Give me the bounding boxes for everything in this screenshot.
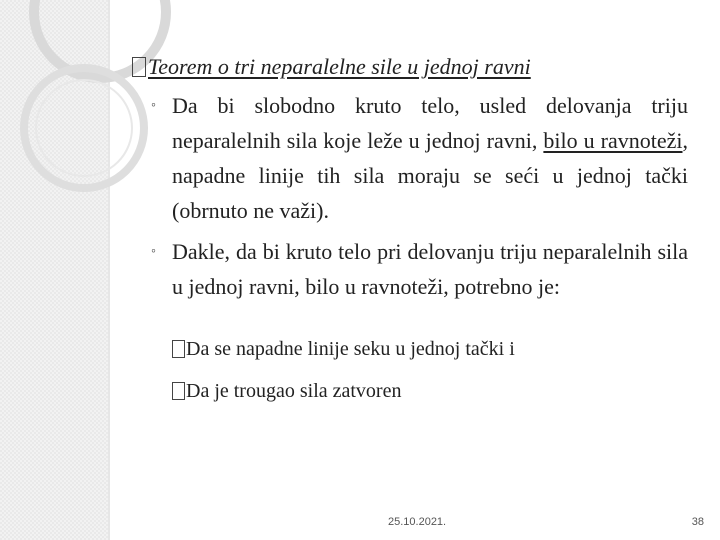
footer-date: 25.10.2021. <box>388 516 447 528</box>
missing-glyph-icon <box>172 382 185 400</box>
sub-item-1 <box>172 334 672 364</box>
slide-title-text: Teorem o tri neparalelne sile u jednoj ravni <box>148 54 531 79</box>
sub-bullet-list <box>172 334 672 418</box>
bullet-item-1 <box>148 88 688 228</box>
slide-title <box>132 50 680 84</box>
page-number: 38 <box>691 516 704 528</box>
sub-item-2 <box>172 376 672 406</box>
bullet-1-text-end: , napadne linije tih sila moraju se seći u jednoj tački (obrnuto ne važi). <box>172 128 688 223</box>
bullet-1-underlined-text: bilo u ravnoteži <box>543 128 683 153</box>
missing-glyph-icon <box>172 340 185 358</box>
decorative-circle-inner <box>36 80 132 176</box>
decorative-circle-middle <box>24 68 144 188</box>
bullet-2-text: Dakle, da bi kruto telo pri delovanju triju neparalelnih sila u jednoj ravni, bilo u ravnoteži, potrebno je: <box>172 239 688 299</box>
sub-item-1-text: Da se napadne linije seku u jednoj tački i <box>186 338 515 360</box>
bullet-marker-icon: ◦ <box>151 98 156 113</box>
sub-item-2-text: Da je trougao sila zatvoren <box>186 380 402 402</box>
bullet-item-2 <box>148 234 688 304</box>
bullet-marker-icon: ◦ <box>151 244 156 259</box>
missing-glyph-icon <box>132 57 146 77</box>
bullet-1-text-start: Da bi slobodno kruto telo, usled delovanja triju neparalelnih sila koje leže u jednoj ravni, <box>172 93 688 153</box>
bullet-list <box>148 88 688 310</box>
